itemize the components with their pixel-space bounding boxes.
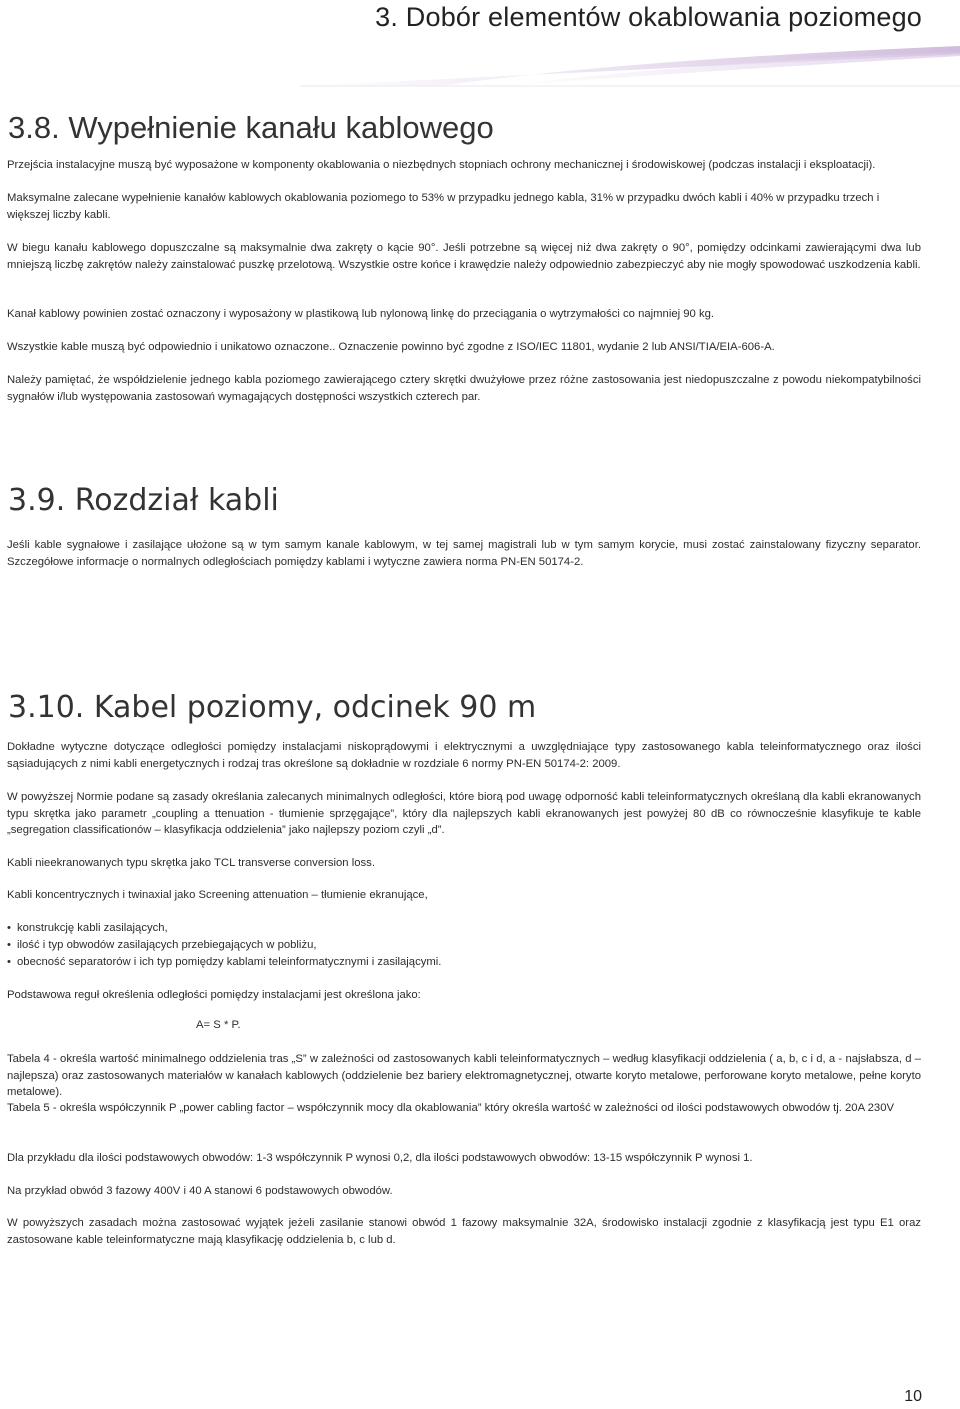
paragraph: W biegu kanału kablowego dopuszczalne są maksymalnie dwa zakręty o kącie 90°. Jeśli potrzebne są więcej niż dwa zakręty o 90°, pomiędzy odcinkami zawierającymi dwa lub mniejszą liczbę zakrętów należy zainstalować puszkę przelotową. Wszystkie ostre końce i krawędzie należy odpowiednio zabezpieczyć aby nie mogły spowodować uszkodzenia kabli. <box>7 242 921 271</box>
paragraph: W powyższej Normie podane są zasady określania zalecanych minimalnych odległości, które biorą pod uwagę odporność kabli teleinformatycznych określaną dla kabli ekranowanych typu skrętka jako parametr „coupling a ttenuation - tłumienie sprzęgające”, który dla najlepszych kabli ekranowanych jest powyżej 80 dB co równocześnie klasyfikuje te kable „segregation classificationów – klasyfikacja oddzielenia” jako najlepszy poziom czyli „d”. <box>7 791 921 836</box>
paragraph: Kabli koncentrycznych i twinaxial jako Screening attenuation – tłumienie ekranujące, <box>7 889 428 901</box>
paragraph: Kabli nieekranowanych typu skrętka jako TCL transverse conversion loss. <box>7 857 375 869</box>
chapter-title: 3. Dobór elementów okablowania poziomego <box>375 2 922 32</box>
section-heading-3-8: 3.8. Wypełnienie kanału kablowego <box>8 110 494 145</box>
bullet-list <box>7 920 441 970</box>
list-item: • ilość i typ obwodów zasilających przebiegających w pobliżu, <box>7 937 441 954</box>
paragraph: Wszystkie kable muszą być odpowiednio i unikatowo oznaczone.. Oznaczenie powinno być zgodne z ISO/IEC 11801, wydanie 2 lub ANSI/TIA/EIA-606-A. <box>7 341 775 353</box>
paragraph: Przejścia instalacyjne muszą być wyposażone w komponenty okablowania o niezbędnych stopniach ochrony mechanicznej i środowiskowej (podczas instalacji i eksploatacji). <box>7 159 876 171</box>
section-heading-3-10: 3.10. Kabel poziomy, odcinek 90 m <box>8 690 537 725</box>
paragraph: Należy pamiętać, że współdzielenie jednego kabla poziomego zawierającego cztery skrętki dwużyłowe przez różne zastosowania jest niedopuszczalne z powodu niekompatybilności sygnałów i/lub występowania zastosowań wymagających dostępności wszystkich czterech par. <box>7 374 921 403</box>
list-item: • obecność separatorów i ich typ pomiędzy kablami teleinformatycznymi i zasilającymi. <box>7 954 441 971</box>
paragraph: Dla przykładu dla ilości podstawowych obwodów: 1-3 współczynnik P wynosi 0,2, dla ilości podstawowych obwodów: 13-15 współczynnik P wynosi 1. <box>7 1152 753 1164</box>
paragraph: Tabela 5 - określa współczynnik P „power cabling factor – współczynnik mocy dla okablowania” który określa wartość w zależności od ilości podstawowych obwodów tj. 20A 230V <box>7 1102 895 1114</box>
paragraph: Na przykład obwód 3 fazowy 400V i 40 A stanowi 6 podstawowych obwodów. <box>7 1185 393 1197</box>
section-heading-3-9: 3.9. Rozdział kabli <box>8 483 279 518</box>
paragraph: Kanał kablowy powinien zostać oznaczony i wyposażony w plastikową lub nylonową linkę do przeciągania o wytrzymałości co najmniej 90 kg. <box>7 308 715 320</box>
paragraph: Tabela 4 - określa wartość minimalnego oddzielenia tras „S” w zależności od zastosowanych kabli teleinformatycznych – według klasyfikacji oddzielenia ( a, b, c i d, a - najsłabsza, d – najlepsza) oraz zastosowanych materiałów w kanałach kablowych (oddzielenie bez bariery elektromagnetycznej, otwarte koryto metalowe, perforowane koryto metalowe, pełne koryto metalowe). <box>7 1053 921 1098</box>
paragraph: W powyższych zasadach można zastosować wyjątek jeżeli zasilanie stanowi obwód 1 fazowy maksymalnie 32A, środowisko instalacji zgodnie z klasyfikacją jest typu E1 oraz zastosowane kable teleinformatyczne mają klasyfikację oddzielenia b, c lub d. <box>7 1217 921 1246</box>
formula: A= S * P. <box>196 1019 241 1031</box>
paragraph: Jeśli kable sygnałowe i zasilające ułożone są w tym samym kanale kablowym, w tej samej magistrali lub w tym samym korycie, musi zostać zainstalowany fizyczny separator. Szczegółowe informacje o normalnych odległościach pomiędzy kablami i wytyczne zawiera norma PN-EN 50174-2. <box>7 539 921 568</box>
page-number: 10 <box>904 1388 922 1405</box>
paragraph: Dokładne wytyczne dotyczące odległości pomiędzy instalacjami niskoprądowymi i elektrycznymi a uwzględniające typy zastosowanego kabla teleinformatycznego oraz ilości sąsiadujących z nimi kabli energetycznych i rodzaj tras określone są dokładnie w rozdziale 6 normy PN-EN 50174-2: 2009. <box>7 741 921 770</box>
paragraph: Maksymalne zalecane wypełnienie kanałów kablowych okablowania poziomego to 53% w przypadku jednego kabla, 31% w przypadku dwóch kabli i 40% w przypadku trzech i większej liczby kabli. <box>7 192 880 221</box>
header-decoration <box>300 40 960 88</box>
paragraph: Podstawowa reguł określenia odległości pomiędzy instalacjami jest określona jako: <box>7 989 421 1001</box>
list-item: • konstrukcję kabli zasilających, <box>7 920 441 937</box>
